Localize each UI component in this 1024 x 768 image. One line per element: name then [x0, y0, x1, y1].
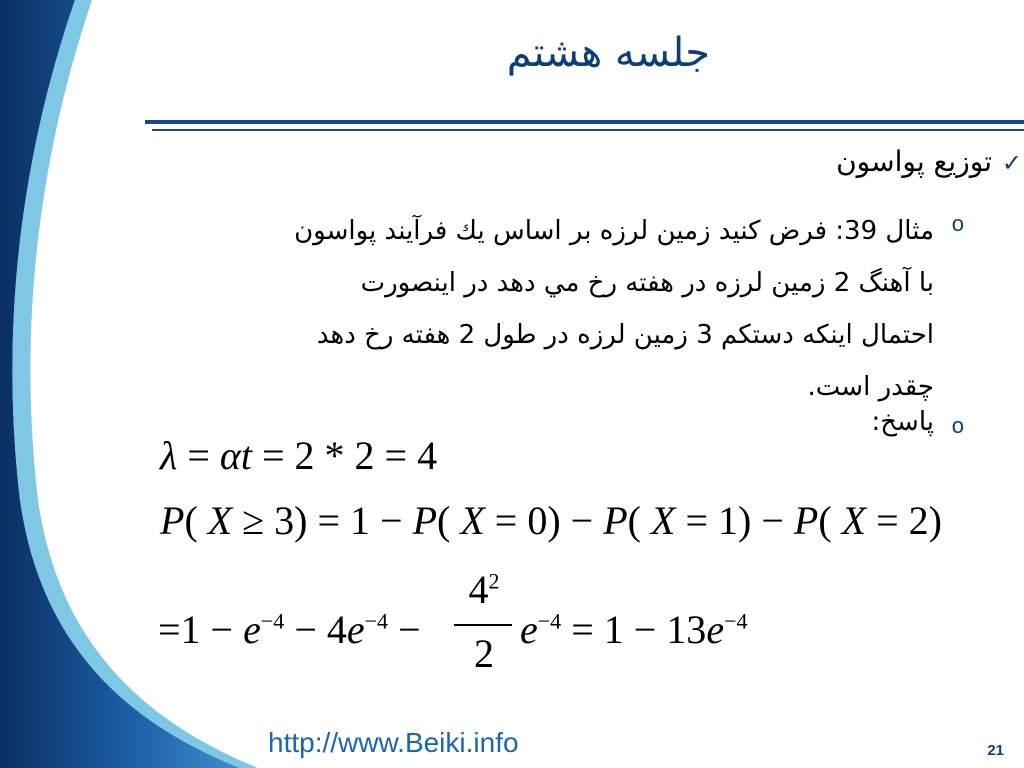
title-divider-thin — [152, 129, 1024, 131]
main-bullet-text: توزيع پواسون — [836, 145, 992, 178]
footer-url-link[interactable]: http://www.Beiki.info — [268, 727, 519, 758]
main-bullet — [392, 145, 1022, 178]
checkmark-icon: ✓ — [1001, 149, 1022, 177]
equation-result: $=1 - e^{-4} - 4e^{-4}$ − $4^2$ 2 $e^{-4} = 1 - 13e^{-4}$ — [158, 567, 748, 676]
circle-bullet-icon: o — [951, 211, 964, 236]
title-divider-thick — [145, 120, 1024, 124]
answer-label: پاسخ: — [871, 407, 934, 437]
equation-probability: P( X ≥ 3) = 1 − P( X = 0) − P( X = 1) − P( X = 2) — [160, 498, 942, 543]
circle-bullet-icon: o — [951, 413, 964, 438]
example-line: چقدر است. — [807, 372, 934, 402]
page-number: 21 — [987, 742, 1004, 759]
example-line: مثال 39: فرض كنيد زمين لرزه بر اساس يك فرآيند پواسون — [294, 216, 934, 246]
equation-lambda: λ = αt = 2 * 2 = 4 — [160, 433, 438, 478]
example-paragraph — [154, 205, 934, 413]
example-line: با آهنگ 2 زمين لرزه در هفته رخ مي دهد در اينصورت — [360, 268, 934, 298]
slide-title: جلسه هشتم — [506, 30, 710, 76]
example-line: احتمال اينكه دستكم 3 زمين لرزه در طول 2 هفته رخ دهد — [316, 320, 934, 350]
